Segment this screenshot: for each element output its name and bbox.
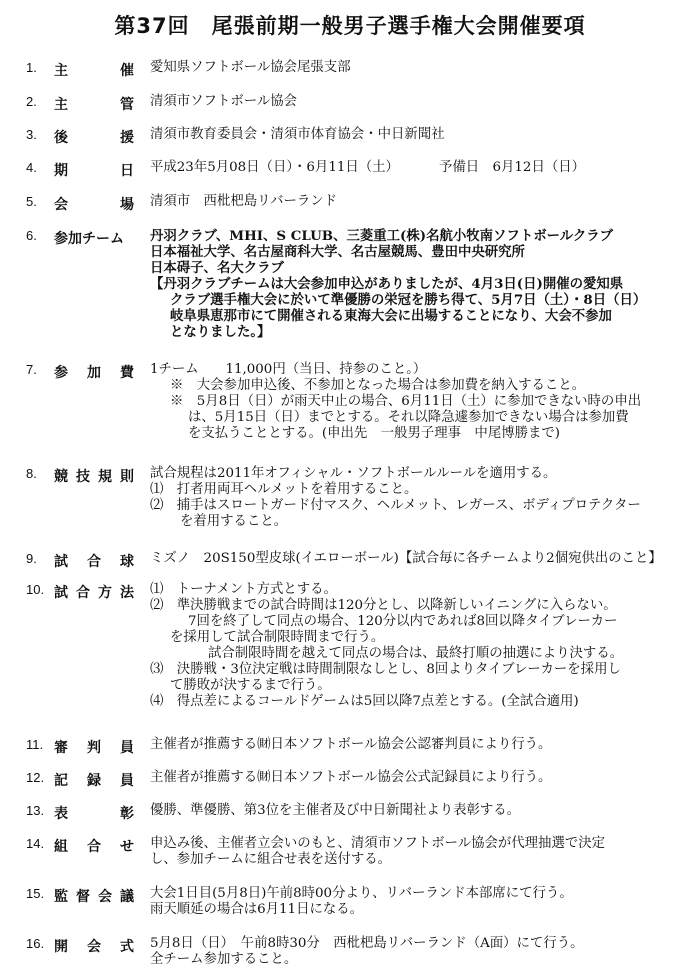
item-number: 7. xyxy=(26,362,37,377)
item-content: 清須市 西枇杷島リバーランド xyxy=(150,194,338,209)
item-label: 表 彰 xyxy=(54,806,134,822)
item-number: 3. xyxy=(26,127,37,142)
item-content xyxy=(150,160,680,176)
item-content: 申込み後、主催者立会いのもと、清須市ソフトボール協会が代理抽選で決定 し、参加チームに組合せ表を送付する。 xyxy=(150,836,606,867)
item-content: 主催者が推薦する㈶日本ソフトボール協会公式記録員により行う。 xyxy=(150,770,552,785)
document-title: 第37回 尾張前期一般男子選手権大会開催要項 xyxy=(114,14,586,38)
item-number: 2. xyxy=(26,94,37,109)
item-label: 記 録 員 xyxy=(54,773,134,789)
item-number: 1. xyxy=(26,60,37,75)
item-number: 13. xyxy=(26,803,45,818)
item-label: 参加チーム xyxy=(54,231,124,247)
item-content: ⑴ トーナメント方式とする。 ⑵ 準決勝戦までの試合時間は120分とし、以降新しいイニングに入らない。 7回を終了して同点の場合、120分以内であれば8回以降タイブレーカー を採用して試合制限時間まで行う。 試合制限時間を越えて同点の場合は、最終打順の抽選により決する。 ⑶ 決勝戦・3位決定戦は時間制限なしとし、8回よりタイブレーカーを採用し て勝敗が決するまで行う。 ⑷ 得点差によるコールドゲームは5回以降7点差とする。(全試合適用) xyxy=(150,582,624,709)
item-label: 主 管 xyxy=(54,97,134,113)
item-content: 5月8日（日） 午前8時30分 西枇杷島リバーランド（A面）にて行う。 全チーム参加すること。 xyxy=(150,936,584,967)
event-dates: 平成23年5月08日（日）・6月11日（土） xyxy=(150,160,399,175)
item-label: 組 合 せ xyxy=(54,839,134,855)
item-label: 後 援 xyxy=(54,130,134,146)
item-label: 試 合 球 xyxy=(54,554,134,570)
item-number: 6. xyxy=(26,228,37,243)
item-content: 試合規程は2011年オフィシャル・ソフトボールルールを適用する。 ⑴ 打者用両耳ヘルメットを着用すること。 ⑵ 捕手はスロートガード付マスク、ヘルメット、レガース、ボディプロテクター を着用すること。 xyxy=(150,466,641,529)
item-content: 優勝、準優勝、第3位を主催者及び中日新聞社より表彰する。 xyxy=(150,803,521,818)
item-label: 審 判 員 xyxy=(54,740,134,756)
item-number: 10. xyxy=(26,582,45,597)
item-label: 主 催 xyxy=(54,63,134,79)
item-content: 大会1日目(5月8日)午前8時00分より、リバーランド本部席にて行う。 雨天順延の場合は6月11日になる。 xyxy=(150,886,573,917)
item-number: 16. xyxy=(26,936,45,951)
item-label: 監 督 会 議 xyxy=(54,889,134,905)
item-label: 開 会 式 xyxy=(54,939,134,955)
item-number: 4. xyxy=(26,160,37,175)
item-content: ミズノ 20S150型皮球(イエローボール)【試合毎に各チームより2個宛供出のこと】 xyxy=(150,551,662,566)
item-number: 8. xyxy=(26,466,37,481)
item-content: 愛知県ソフトボール協会尾張支部 xyxy=(150,60,351,75)
reserve-date: 予備日 6月12日（日） xyxy=(438,160,586,175)
item-label: 競 技 規 則 xyxy=(54,469,134,485)
item-number: 5. xyxy=(26,194,37,209)
item-content: 主催者が推薦する㈶日本ソフトボール協会公認審判員により行う。 xyxy=(150,737,552,752)
item-label: 期 日 xyxy=(54,163,134,179)
item-content: 清須市ソフトボール協会 xyxy=(150,94,298,109)
item-number: 9. xyxy=(26,551,37,566)
item-label: 会 場 xyxy=(54,197,134,213)
item-content: 1チーム 11,000円（当日、持参のこと。） ※ 大会参加申込後、不参加となった場合は参加費を納入すること。 ※ 5月8日（日）が雨天中止の場合、6月11日（土）に参加できない時の申出 は、5月15日（日）までとする。それ以降急遽参加できない場合は参加費 を支払うこととする。(申出先 一般男子理事 中尾博勝まで) xyxy=(150,362,642,441)
item-number: 14. xyxy=(26,836,45,851)
item-label: 試 合 方 法 xyxy=(54,585,134,601)
item-label: 参 加 費 xyxy=(54,365,134,381)
item-number: 15. xyxy=(26,886,45,901)
item-number: 12. xyxy=(26,770,45,785)
item-number: 11. xyxy=(26,737,44,752)
item-content: 清須市教育委員会・清須市体育協会・中日新聞社 xyxy=(150,127,445,142)
item-content: 丹羽クラブ、MHI、S CLUB、三菱重工(株)名航小牧南ソフトボールクラブ 日本福祉大学、名古屋商科大学、名古屋競馬、豊田中央研究所 日本碍子、名大クラブ 【丹羽クラブチームは大会参加申込がありましたが、4月3日(日)開催の愛知県 クラブ選手権大会に於いて準優勝の栄冠を勝ち得て、5月7日（土）・8日（日） 岐阜県恵那市にて開催される東海大会に出場することになり、大会不参加 となりました。】 xyxy=(150,228,647,340)
